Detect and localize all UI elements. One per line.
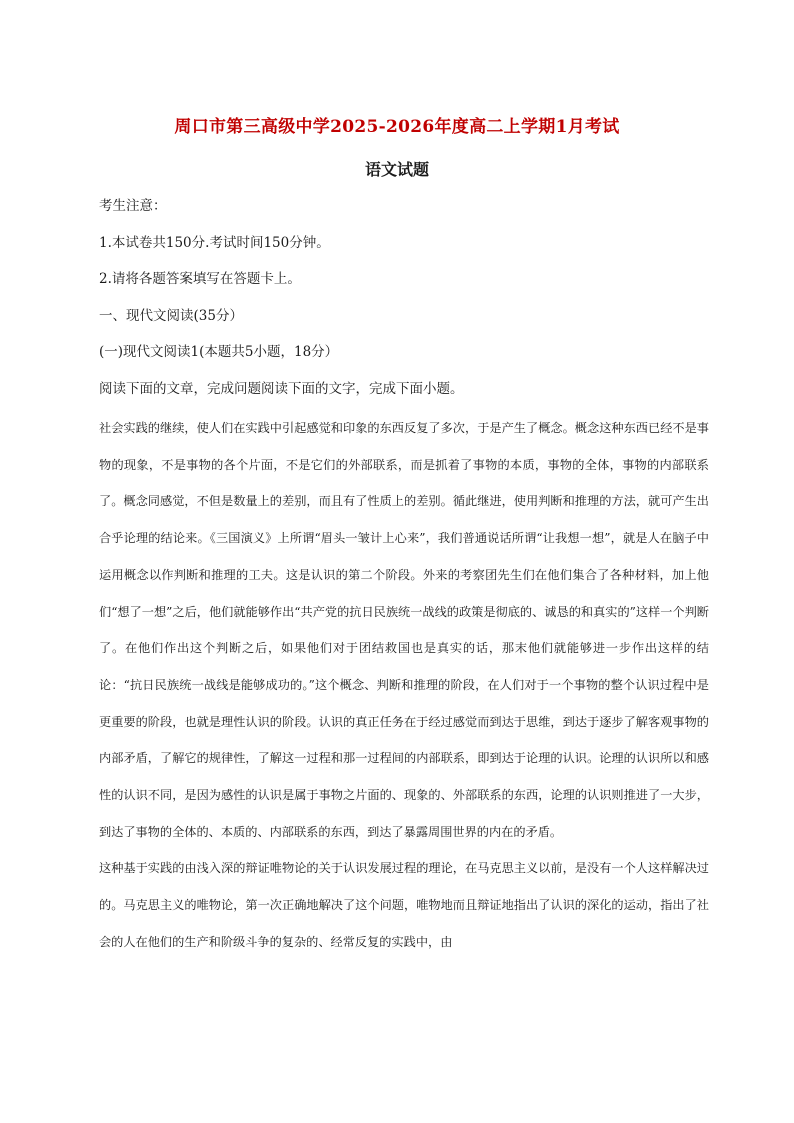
- reading-instruction: 阅读下面的文章，完成问题阅读下面的文字，完成下面小题。: [99, 380, 464, 397]
- exam-subtitle: 语文试题: [364, 160, 429, 179]
- passage-paragraph-2: 这种基于实践的由浅入深的辩证唯物论的关于认识发展过程的理论，在马克思主义以前，是没有一个人这样解决过的。马克思主义的唯物论，第一次正确地解决了这个问题，唯物地而且辩证地指出了认识的深化的运动，指出了社会的人在他们的生产和阶级斗争的复杂的、经常反复的实践中，由: [99, 861, 709, 949]
- notice-item-1: 1.本试卷共150分.考试时间150分钟。: [99, 234, 330, 251]
- section-heading: 一、现代文阅读(35分）: [99, 307, 243, 324]
- reading-passage: [99, 410, 709, 961]
- notice-item-2: 2.请将各题答案填写在答题卡上。: [99, 271, 301, 288]
- exam-title: 周口市第三高级中学2025-2026年度高二上学期1月考试: [174, 117, 620, 137]
- exam-notes: [99, 196, 709, 416]
- passage-paragraph-1: 社会实践的继续，使人们在实践中引起感觉和印象的东西反复了多次，于是产生了概念。概念这种东西已经不是事物的现象，不是事物的各个片面，不是它们的外部联系，而是抓着了事物的本质，事物的全体，事物的内部联系了。概念同感觉，不但是数量上的差别，而且有了性质上的差别。循此继进，使用判断和推理的方法，就可产生出合乎论理的结论来。《三国演义》上所谓“眉头一皱计上心来”，我们普通说话所谓“让我想一想”，就是人在脑子中运用概念以作判断和推理的工夫。这是认识的第二个阶段。外来的考察团先生们在他们集合了各种材料，加上他们“想了一想”之后，他们就能够作出“共产党的抗日民族统一战线的政策是彻底的、诚恳的和真实的”这样一个判断了。在他们作出这个判断之后，如果他们对于团结救国也是真实的话，那末他们就能够进一步作出这样的结论：“抗日民族统一战线是能够成功的。”这个概念、判断和推理的阶段，在人们对于一个事物的整个认识过程中是更重要的阶段，也就是理性认识的阶段。认识的真正任务在于经过感觉而到达于思维，到达于逐步了解客观事物的内部矛盾，了解它的规律性，了解这一过程和那一过程间的内部联系，即到达于论理的认识。论理的认识所以和感性的认识不同，是因为感性的认识是属于事物之片面的、现象的、外部联系的东西，论理的认识则推进了一大步，到达了事物的全体的、本质的、内部联系的东西，到达了暴露周围世界的内在的矛盾。: [99, 421, 709, 839]
- notice-heading: 考生注意：: [99, 198, 167, 214]
- subsection-heading: (一)现代文阅读1(本题共5小题，18分）: [99, 344, 339, 361]
